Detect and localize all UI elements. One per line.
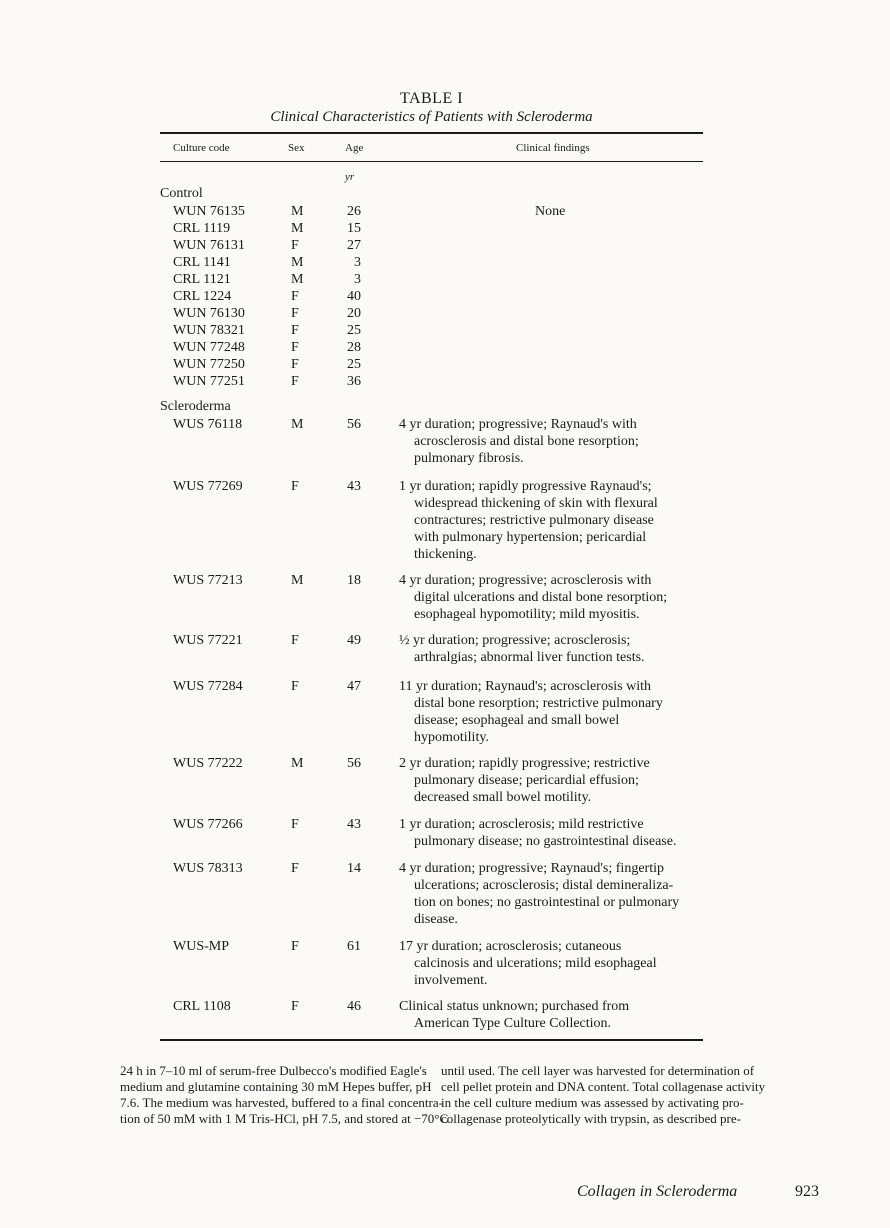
clinical-findings bbox=[399, 572, 709, 623]
clinical-findings bbox=[399, 478, 709, 563]
clinical-findings-line: contractures; restrictive pulmonary disease bbox=[414, 513, 654, 528]
body-text-line: medium and glutamine containing 30 mM Hepes buffer, pH bbox=[120, 1079, 432, 1094]
age: 49 bbox=[347, 633, 361, 648]
culture-code: WUS 76118 bbox=[173, 417, 243, 432]
clinical-findings bbox=[399, 816, 709, 850]
culture-code: WUS 77222 bbox=[173, 756, 243, 771]
sex: F bbox=[291, 357, 299, 372]
clinical-findings-line: widespread thickening of skin with flexural bbox=[414, 496, 658, 511]
column-header-culture-code: Culture code bbox=[173, 142, 230, 154]
clinical-findings-line: decreased small bowel motility. bbox=[414, 790, 592, 805]
sex: M bbox=[291, 221, 304, 236]
age: 26 bbox=[347, 204, 361, 219]
sex: M bbox=[291, 204, 304, 219]
clinical-findings-line: esophageal hypomotility; mild myositis. bbox=[414, 607, 640, 622]
culture-code: WUS 77266 bbox=[173, 817, 243, 832]
clinical-findings-line: 4 yr duration; progressive; Raynaud's; fingertip bbox=[399, 861, 664, 876]
sex: F bbox=[291, 238, 299, 253]
sex: M bbox=[291, 272, 304, 287]
culture-code: WUN 76130 bbox=[173, 306, 245, 321]
clinical-findings-line: involvement. bbox=[414, 973, 488, 988]
age: 15 bbox=[347, 221, 361, 236]
clinical-findings-line: disease. bbox=[414, 912, 458, 927]
clinical-findings bbox=[399, 678, 709, 746]
culture-code: WUN 77251 bbox=[173, 374, 245, 389]
body-text-line: tion of 50 mM with 1 M Tris-HCl, pH 7.5, and stored at −70°C bbox=[120, 1111, 449, 1126]
table-top-rule bbox=[160, 132, 703, 134]
age: 36 bbox=[347, 374, 361, 389]
age: 25 bbox=[347, 357, 361, 372]
clinical-findings-line: 17 yr duration; acrosclerosis; cutaneous bbox=[399, 939, 622, 954]
clinical-findings-line: 2 yr duration; rapidly progressive; restrictive bbox=[399, 756, 650, 771]
clinical-findings-line: arthralgias; abnormal liver function tests. bbox=[414, 650, 645, 665]
culture-code: CRL 1121 bbox=[173, 272, 231, 287]
clinical-findings bbox=[399, 755, 709, 806]
column-header-age: Age bbox=[345, 142, 364, 154]
age: 28 bbox=[347, 340, 361, 355]
body-text-line: until used. The cell layer was harvested for determination of bbox=[441, 1063, 755, 1078]
sex: F bbox=[291, 340, 299, 355]
clinical-findings bbox=[399, 938, 709, 989]
age: 47 bbox=[347, 679, 361, 694]
sex: F bbox=[291, 939, 299, 954]
body-text-left-column bbox=[120, 1063, 449, 1127]
age: 18 bbox=[347, 573, 361, 588]
age: 3 bbox=[354, 255, 361, 270]
clinical-findings-line: disease; esophageal and small bowel bbox=[414, 713, 620, 728]
sex: F bbox=[291, 633, 299, 648]
clinical-findings-line: 4 yr duration; progressive; acrosclerosis with bbox=[399, 573, 652, 588]
clinical-findings-line: pulmonary disease; pericardial effusion; bbox=[414, 773, 639, 788]
culture-code: WUN 78321 bbox=[173, 323, 245, 338]
sex: F bbox=[291, 861, 299, 876]
body-text-right-column bbox=[441, 1063, 766, 1127]
culture-code: WUS-MP bbox=[173, 939, 230, 954]
clinical-findings-line: 4 yr duration; progressive; Raynaud's with bbox=[399, 417, 637, 432]
sex: F bbox=[291, 289, 299, 304]
clinical-findings-line: ulcerations; acrosclerosis; distal demineraliza- bbox=[414, 878, 674, 893]
clinical-findings-line: pulmonary disease; no gastrointestinal disease. bbox=[414, 834, 677, 849]
sex: F bbox=[291, 323, 299, 338]
clinical-findings-line: tion on bones; no gastrointestinal or pulmonary bbox=[414, 895, 680, 910]
clinical-finding: None bbox=[535, 204, 566, 219]
sex: F bbox=[291, 999, 299, 1014]
clinical-findings bbox=[399, 416, 709, 467]
table-bottom-rule bbox=[160, 1039, 703, 1041]
body-text-line: in the cell culture medium was assessed by activating pro- bbox=[441, 1095, 744, 1110]
sex: F bbox=[291, 679, 299, 694]
culture-code: WUN 76135 bbox=[173, 204, 245, 219]
age: 14 bbox=[347, 861, 361, 876]
age: 56 bbox=[347, 417, 361, 432]
page-number: 923 bbox=[795, 1183, 819, 1200]
culture-code: WUN 77250 bbox=[173, 357, 245, 372]
culture-code: WUS 77269 bbox=[173, 479, 243, 494]
culture-code: CRL 1141 bbox=[173, 255, 231, 270]
sex: M bbox=[291, 756, 304, 771]
age: 43 bbox=[347, 817, 361, 832]
clinical-findings-line: distal bone resorption; restrictive pulmonary bbox=[414, 696, 663, 711]
clinical-findings-line: 1 yr duration; acrosclerosis; mild restrictive bbox=[399, 817, 644, 832]
sex: F bbox=[291, 817, 299, 832]
body-text-line: 7.6. The medium was harvested, buffered to a final concentra- bbox=[120, 1095, 443, 1110]
clinical-findings-line: with pulmonary hypertension; pericardial bbox=[414, 530, 647, 545]
age: 40 bbox=[347, 289, 361, 304]
sex: F bbox=[291, 374, 299, 389]
culture-code: WUS 77221 bbox=[173, 633, 243, 648]
clinical-findings-line: pulmonary fibrosis. bbox=[414, 451, 524, 466]
age: 27 bbox=[347, 238, 361, 253]
age-unit: yr bbox=[345, 171, 355, 183]
control-section-label: Control bbox=[160, 186, 203, 201]
clinical-findings-line: ½ yr duration; progressive; acrosclerosis; bbox=[399, 633, 631, 648]
clinical-findings bbox=[399, 998, 709, 1032]
table-header-rule bbox=[160, 161, 703, 162]
clinical-findings-line: thickening. bbox=[414, 547, 477, 562]
age: 43 bbox=[347, 479, 361, 494]
age: 56 bbox=[347, 756, 361, 771]
age: 20 bbox=[347, 306, 361, 321]
scleroderma-section-label: Scleroderma bbox=[160, 399, 231, 414]
table-title: TABLE I bbox=[399, 90, 464, 107]
culture-code: CRL 1119 bbox=[173, 221, 231, 236]
culture-code: CRL 1108 bbox=[173, 999, 231, 1014]
culture-code: WUS 77213 bbox=[173, 573, 243, 588]
culture-code: WUS 77284 bbox=[173, 679, 243, 694]
column-header-clinical-findings: Clinical findings bbox=[516, 142, 590, 154]
clinical-findings-line: calcinosis and ulcerations; mild esophageal bbox=[414, 956, 657, 971]
sex: M bbox=[291, 573, 304, 588]
clinical-findings-line: 11 yr duration; Raynaud's; acrosclerosis with bbox=[399, 679, 652, 694]
running-title: Collagen in Scleroderma bbox=[577, 1183, 738, 1200]
age: 46 bbox=[347, 999, 361, 1014]
age: 3 bbox=[354, 272, 361, 287]
sex: M bbox=[291, 255, 304, 270]
table-subtitle: Clinical Characteristics of Patients with Scleroderma bbox=[270, 109, 593, 125]
column-header-sex: Sex bbox=[288, 142, 305, 154]
clinical-findings-line: acrosclerosis and distal bone resorption; bbox=[414, 434, 639, 449]
clinical-findings-line: hypomotility. bbox=[414, 730, 489, 745]
age: 61 bbox=[347, 939, 361, 954]
clinical-findings-line: American Type Culture Collection. bbox=[414, 1016, 612, 1031]
culture-code: CRL 1224 bbox=[173, 289, 232, 304]
age: 25 bbox=[347, 323, 361, 338]
sex: F bbox=[291, 306, 299, 321]
clinical-findings bbox=[399, 632, 709, 666]
sex: M bbox=[291, 417, 304, 432]
clinical-findings-line: Clinical status unknown; purchased from bbox=[399, 999, 630, 1014]
body-text-line: collagenase proteolytically with trypsin, as described pre- bbox=[441, 1111, 741, 1126]
clinical-findings-line: digital ulcerations and distal bone resorption; bbox=[414, 590, 668, 605]
culture-code: WUN 77248 bbox=[173, 340, 245, 355]
culture-code: WUS 78313 bbox=[173, 861, 243, 876]
culture-code: WUN 76131 bbox=[173, 238, 245, 253]
sex: F bbox=[291, 479, 299, 494]
body-text-line: 24 h in 7–10 ml of serum-free Dulbecco's modified Eagle's bbox=[120, 1063, 427, 1078]
body-text-line: cell pellet protein and DNA content. Total collagenase activity bbox=[441, 1079, 766, 1094]
clinical-findings-line: 1 yr duration; rapidly progressive Raynaud's; bbox=[399, 479, 652, 494]
clinical-findings bbox=[399, 860, 709, 928]
